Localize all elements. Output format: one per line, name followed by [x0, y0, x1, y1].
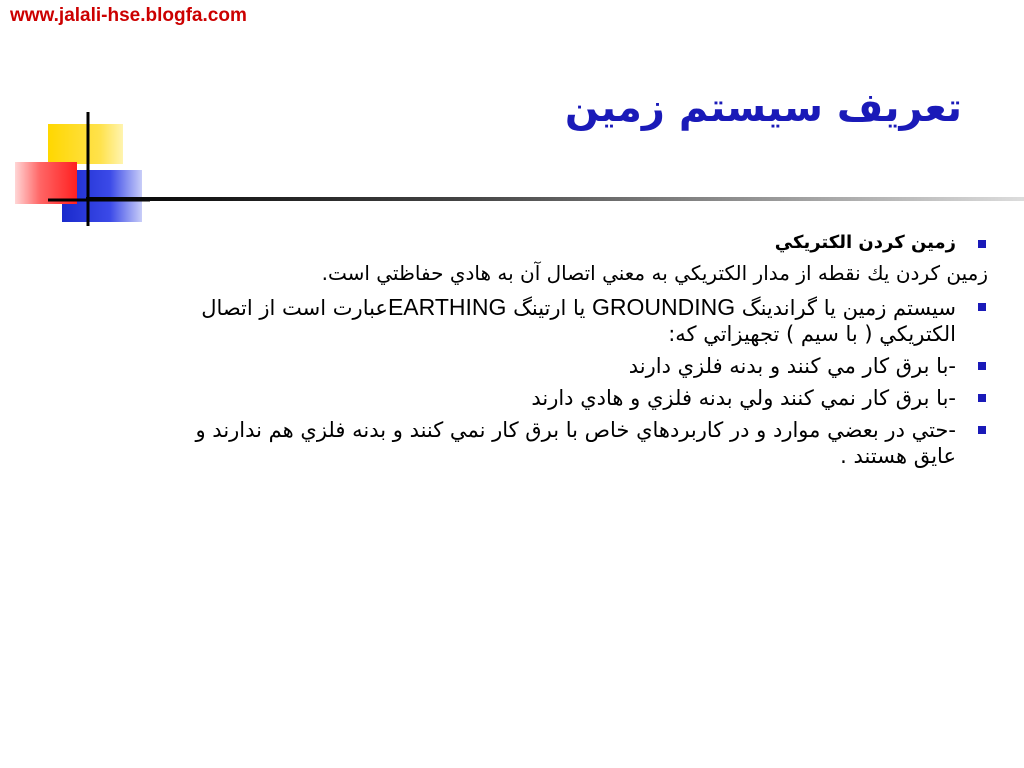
bullet-item-3 — [166, 417, 986, 469]
slide-title: تعريف سيستم زمين — [564, 85, 962, 131]
bullet-text-part: سيستم زمين يا گراندينگ — [735, 296, 956, 320]
definition-paragraph — [166, 258, 988, 288]
square-bullet-icon — [978, 426, 986, 434]
yellow-square — [48, 124, 123, 164]
square-bullet-icon — [978, 394, 986, 402]
bullet-text: -حتي در بعضي موارد و در كاربردهاي خاص با برق كار نمي كنند و بدنه فلزي هم ندارند و عايق هستند . — [195, 418, 956, 468]
bullet-text-part: يا ارتينگ — [506, 296, 592, 320]
bullet-item-2 — [166, 385, 986, 411]
red-square — [15, 162, 77, 204]
english-term-grounding: GROUNDING — [591, 294, 736, 320]
bullet-text: -با برق كار نمي كنند ولي بدنه فلزي و هادي دارند — [531, 386, 956, 410]
square-bullet-icon — [978, 240, 986, 248]
square-bullet-icon — [978, 303, 986, 311]
bullet-text: -با برق كار مي كنند و بدنه فلزي دارند — [628, 354, 956, 378]
square-bullet-icon — [978, 362, 986, 370]
bullet-text: زمين كردن الكتريكي — [774, 232, 956, 253]
bullet-item-grounding-system — [166, 294, 986, 347]
bullet-item-1 — [166, 353, 986, 379]
bullet-item-electrical-grounding — [166, 228, 986, 258]
bullet-text-part: عبارت است از اتصال الكتريكي ( با سيم ) تجهيزاتي كه: — [201, 296, 956, 346]
paragraph-text: زمين كردن يك نقطه از مدار الكتريكي به معني اتصال آن به هادي حفاظتي است. — [321, 261, 988, 285]
watermark-url: www.jalali-hse.blogfa.com — [10, 5, 247, 26]
title-underline — [86, 197, 1024, 201]
english-term-earthing: EARTHING — [387, 294, 507, 320]
slide-body — [166, 228, 986, 469]
